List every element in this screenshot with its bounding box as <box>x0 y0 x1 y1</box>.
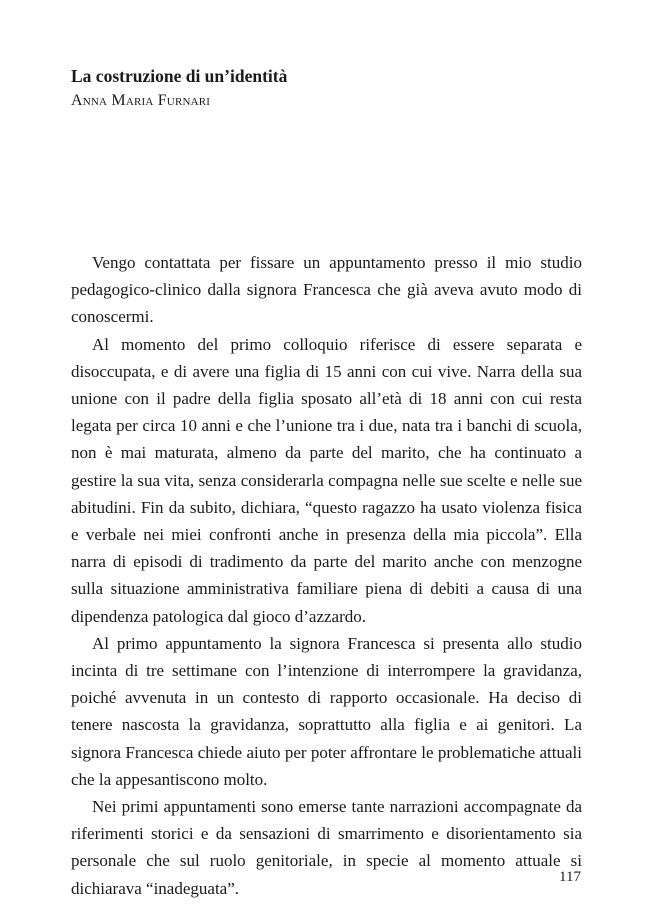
chapter-header <box>71 64 581 112</box>
paragraph-1: Vengo contattata per fissare un appuntamento presso il mio studio pedagogico-clinico dalla signora Francesca che già aveva avuto modo di conoscermi. <box>71 253 582 327</box>
paragraph-2: Al momento del primo colloquio riferisce di essere separata e disoccupata, e di avere una figlia di 15 anni con cui vive. Narra della sua unione con il padre della figlia sposato all’età di 18 anni con cui resta legata per circa 10 anni e che l’unione tra i due, nata tra i banchi di scuola, non è mai maturata, almeno da parte del marito, che ha continuato a gestire la sua vita, senza considerarla compagna nelle sue scelte e nelle sue abitudini. Fin da subito, dichiara, “questo ragazzo ha usato violenza fisica e verbale nei miei confronti anche in presenza della mia piccola”. Ella narra di episodi di tradimento da parte del marito anche con menzogne sulla situazione amministrativa familiare piena di debiti a causa di una dipendenza patologica dal gioco d’azzardo. <box>71 334 582 626</box>
paragraph-3: Al primo appuntamento la signora Francesca si presenta allo studio incinta di tre settimane con l’intenzione di interrompere la gravidanza, poiché avvenuta in un contesto di rapporto occasionale. Ha deciso di tenere nascosta la gravidanza, soprattutto alla figlia e ai genitori. La signora Francesca chiede aiuto per poter affrontare le problematiche attuali che la appesantiscono molto. <box>71 633 582 789</box>
body-text <box>71 249 582 902</box>
page-number: 117 <box>559 869 581 885</box>
paragraph-4: Nei primi appuntamenti sono emerse tante narrazioni accompagnate da riferimenti storici e da sensazioni di smarrimento e disorientamento sia personale che sul ruolo genitoriale, in specie al momento attuale si dichiarava “inadeguata”. <box>71 797 582 898</box>
chapter-title: La costruzione di un’identità <box>71 66 288 86</box>
chapter-author: Anna Maria Furnari <box>71 92 211 109</box>
